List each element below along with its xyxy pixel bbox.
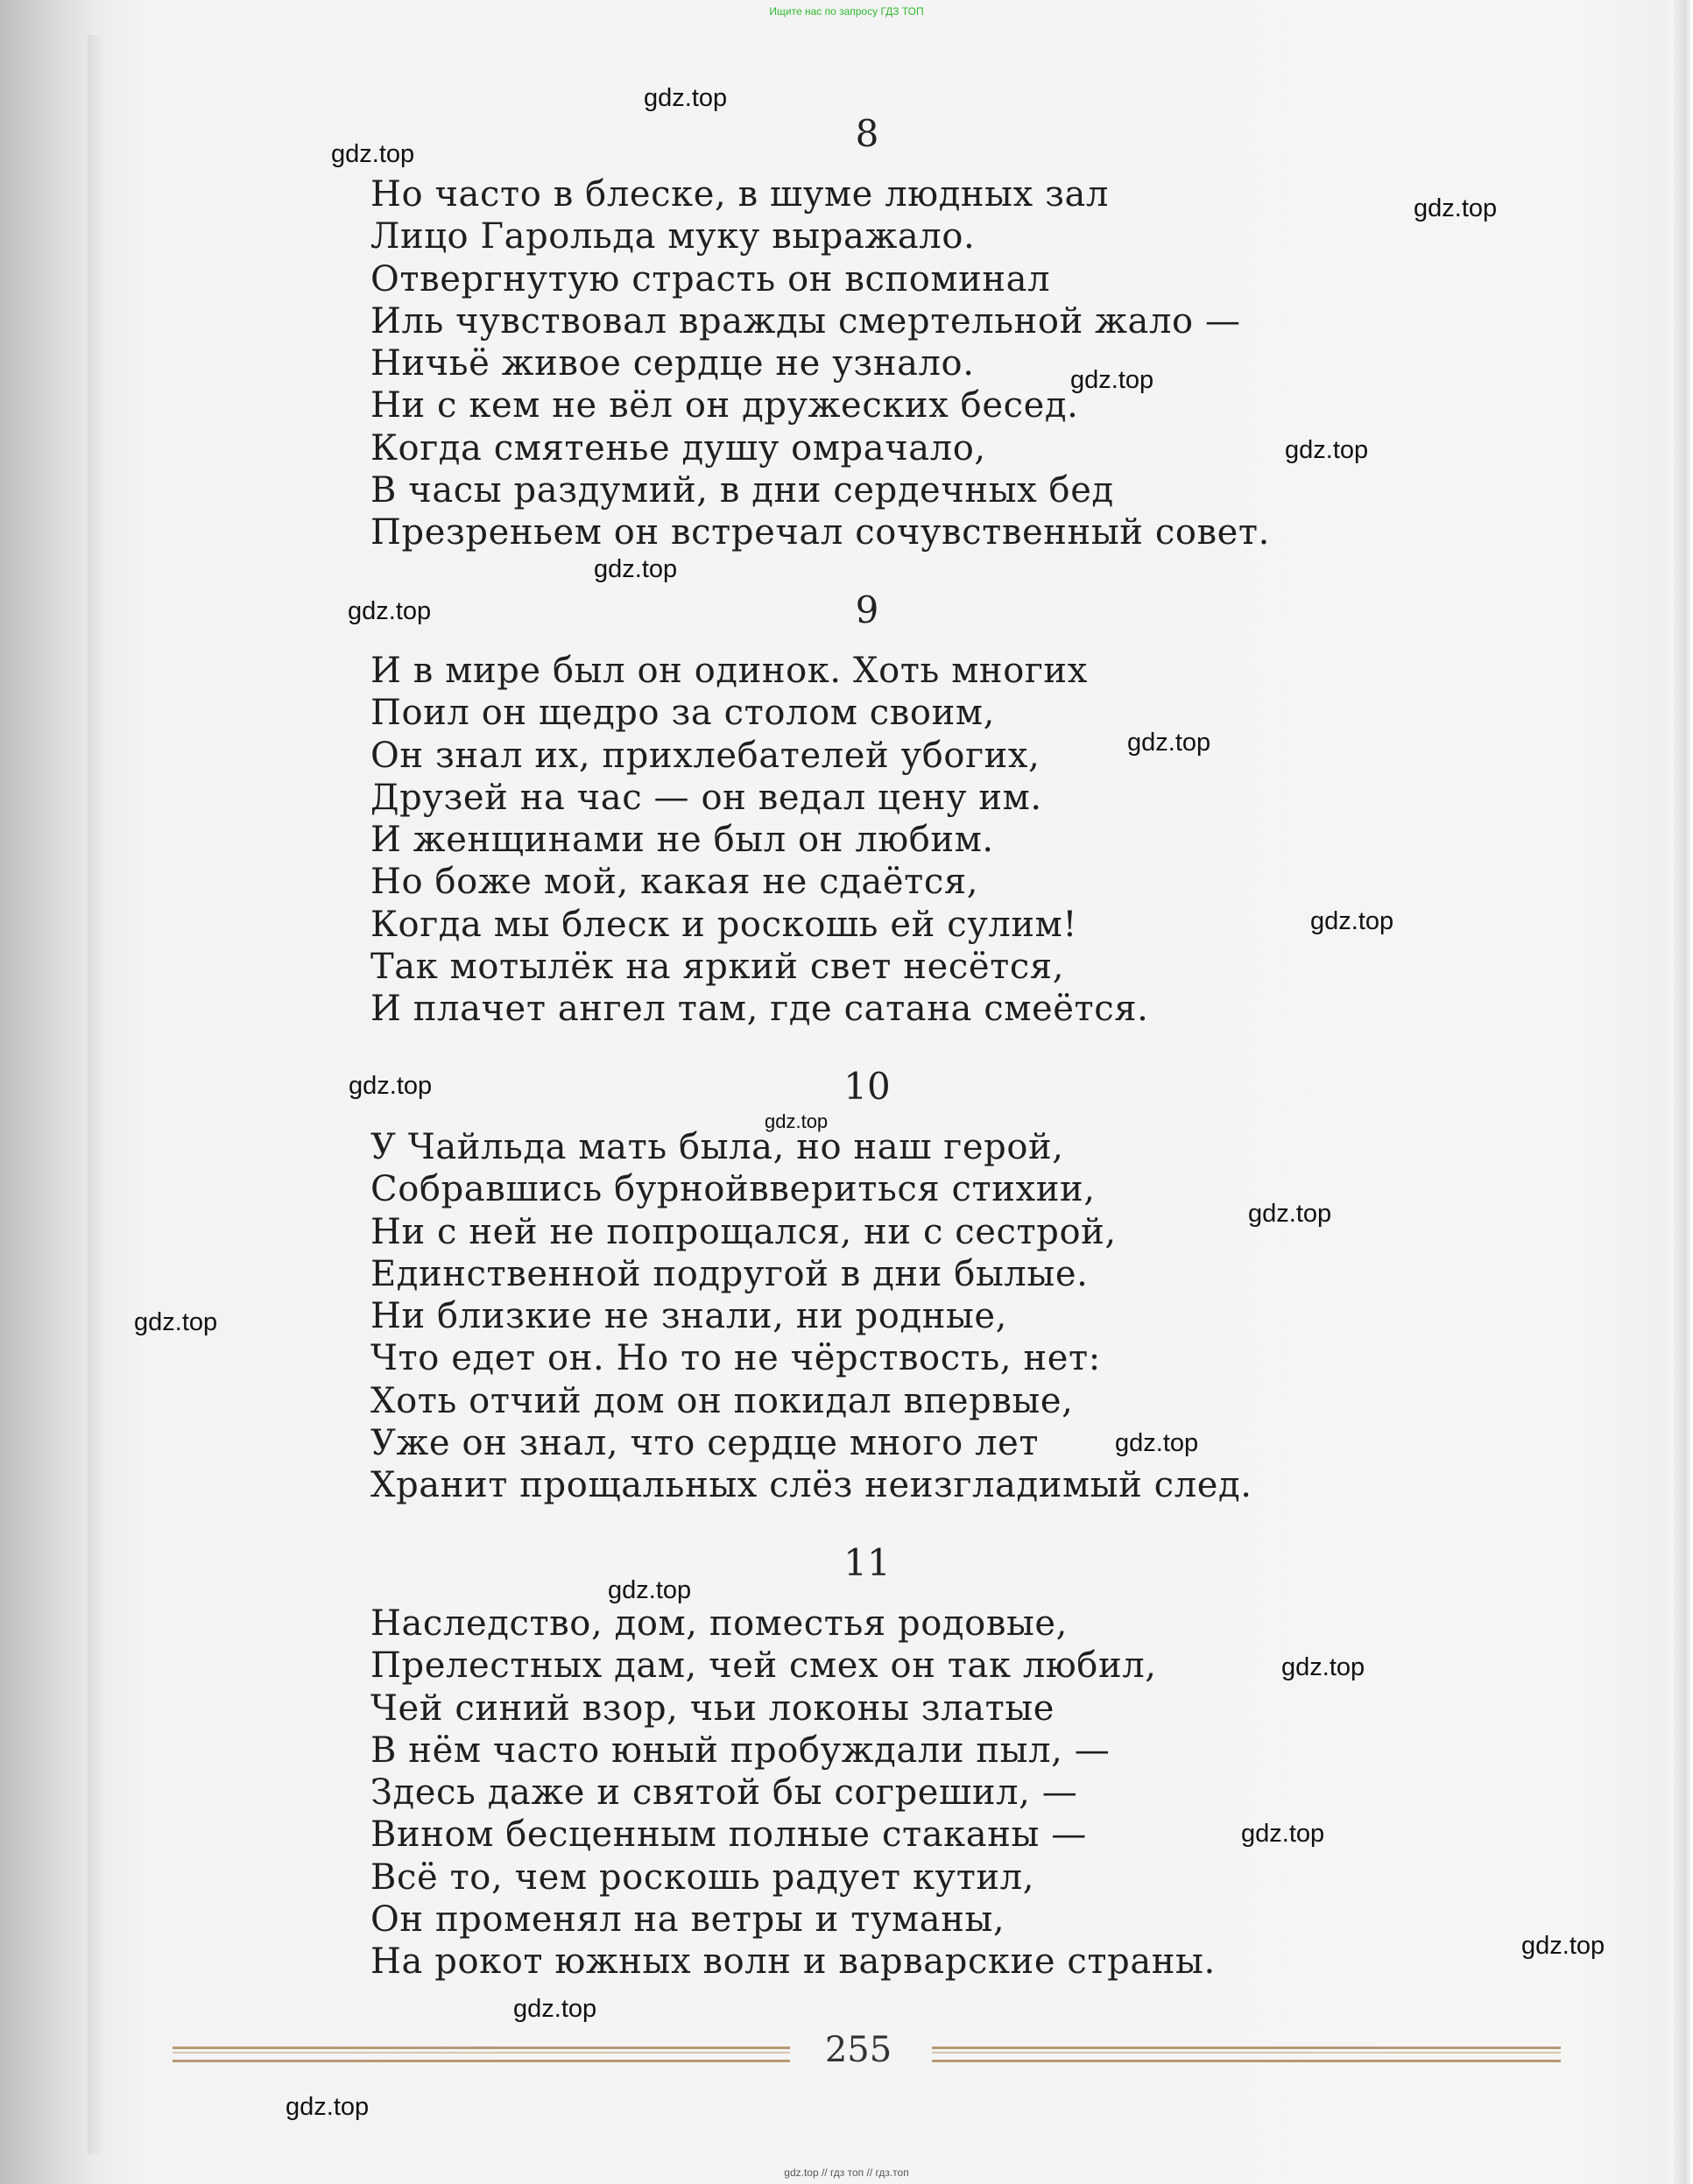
verse-line: И в мире был он одинок. Хоть многих: [370, 651, 1088, 691]
verse-line: В нём часто юный пробуждали пыл, —: [370, 1730, 1111, 1771]
verse-line: Уже он знал, что сердце много лет: [370, 1423, 1040, 1464]
verse-line: И плачет ангел там, где сатана смеётся.: [370, 989, 1149, 1030]
verse-line: Прелестных дам, чей смех он так любил,: [370, 1645, 1157, 1687]
verse-line: Но боже мой, какая не сдаётся,: [370, 862, 979, 903]
watermark: gdz.top: [1310, 907, 1394, 935]
page-edge: [1674, 0, 1693, 2184]
footer-rule-right: [932, 2047, 1561, 2062]
watermark: gdz.top: [1248, 1200, 1332, 1228]
verse-line: И женщинами не был он любим.: [370, 820, 994, 861]
verse-line: Ничьё живое сердце не узнало.: [370, 343, 975, 384]
verse-line: Собравшись бурнойввериться стихии,: [370, 1169, 1096, 1210]
verse-line: Ни с ней не попрощался, ни с сестрой,: [370, 1211, 1117, 1252]
footer-rule-left: [173, 2047, 790, 2062]
top-search-note: Ищите нас по запросу ГДЗ ТОП: [769, 5, 924, 18]
watermark: gdz.top: [644, 84, 728, 112]
watermark: gdz.top: [1281, 1653, 1365, 1681]
watermark: gdz.top: [1521, 1932, 1605, 1960]
watermark: gdz.top: [349, 1072, 433, 1100]
verse-line: Вином бесценным полные стаканы —: [370, 1814, 1087, 1856]
verse-line: Единственной подругой в дни былые.: [370, 1253, 1089, 1294]
verse-line: Хранит прощальных слёз неизгладимый след.: [370, 1465, 1252, 1506]
stanza-number: 10: [843, 1065, 891, 1108]
verse-line: Лицо Гарольда муку выражало.: [370, 216, 976, 257]
stanza-8: [370, 173, 1421, 554]
verse-line: Так мотылёк на яркий свет несётся,: [370, 947, 1065, 988]
verse-line: Отвергнутую страсть он вспоминал: [370, 258, 1051, 299]
stanza-number: 11: [843, 1541, 891, 1584]
verse-line: В часы раздумий, в дни сердечных бед: [370, 470, 1114, 511]
watermark: gdz.top: [594, 555, 678, 583]
verse-line: Ни близкие не знали, ни родные,: [370, 1296, 1007, 1337]
book-spine-shadow: [88, 35, 105, 2154]
verse-line: Чей синий взор, чьи локоны златые: [370, 1687, 1055, 1729]
verse-line: Но часто в блеске, в шуме людных зал: [370, 174, 1109, 215]
verse-line: Он променял на ветры и туманы,: [370, 1899, 1005, 1941]
verse-line: Ни с кем не вёл он дружеских бесед.: [370, 385, 1079, 426]
stanza-9: [370, 650, 1421, 1031]
verse-line: Хоть отчий дом он покидал впервые,: [370, 1380, 1074, 1421]
watermark: gdz.top: [331, 140, 415, 168]
verse-line: Он знал их, прихлебателей убогих,: [370, 735, 1040, 776]
stanza-10: [370, 1126, 1421, 1507]
watermark: gdz.top: [286, 2093, 370, 2121]
verse-line: На рокот южных волн и варварские страны.: [370, 1941, 1216, 1983]
watermark: gdz.top: [765, 1110, 829, 1132]
verse-line: Всё то, чем роскошь радует кутил,: [370, 1856, 1035, 1898]
verse-line: Когда смятенье душу омрачало,: [370, 427, 986, 469]
watermark: gdz.top: [348, 597, 432, 625]
verse-line: Наследство, дом, поместья родовые,: [370, 1603, 1068, 1644]
verse-line: Презреньем он встречал сочувственный совет.: [370, 512, 1270, 553]
watermark: gdz.top: [134, 1308, 218, 1336]
stanza-number: 9: [855, 588, 879, 631]
watermark: gdz.top: [1127, 729, 1211, 757]
page-number: 255: [824, 2030, 892, 2070]
watermark: gdz.top: [608, 1576, 692, 1604]
verse-line: Друзей на час — он ведал цену им.: [370, 777, 1042, 818]
verse-line: У Чайльда мать была, но наш герой,: [370, 1127, 1064, 1167]
watermark: gdz.top: [513, 1995, 597, 2023]
bottom-search-note: gdz.top // гдз топ // гдз.топ: [784, 2166, 909, 2179]
watermark: gdz.top: [1241, 1820, 1325, 1848]
verse-line: Здесь даже и святой бы согрешил, —: [370, 1772, 1078, 1814]
verse-line: Когда мы блеск и роскошь ей сулим!: [370, 904, 1078, 945]
watermark: gdz.top: [1115, 1429, 1199, 1457]
verse-line: Иль чувствовал вражды смертельной жало —: [370, 300, 1241, 342]
watermark: gdz.top: [1070, 366, 1154, 394]
stanza-number: 8: [855, 112, 879, 155]
watermark: gdz.top: [1285, 436, 1369, 464]
verse-line: Поил он щедро за столом своим,: [370, 693, 995, 734]
watermark: gdz.top: [1414, 194, 1498, 222]
stanza-11: [370, 1603, 1421, 1983]
verse-line: Что едет он. Но то не чёрствость, нет:: [370, 1338, 1101, 1379]
